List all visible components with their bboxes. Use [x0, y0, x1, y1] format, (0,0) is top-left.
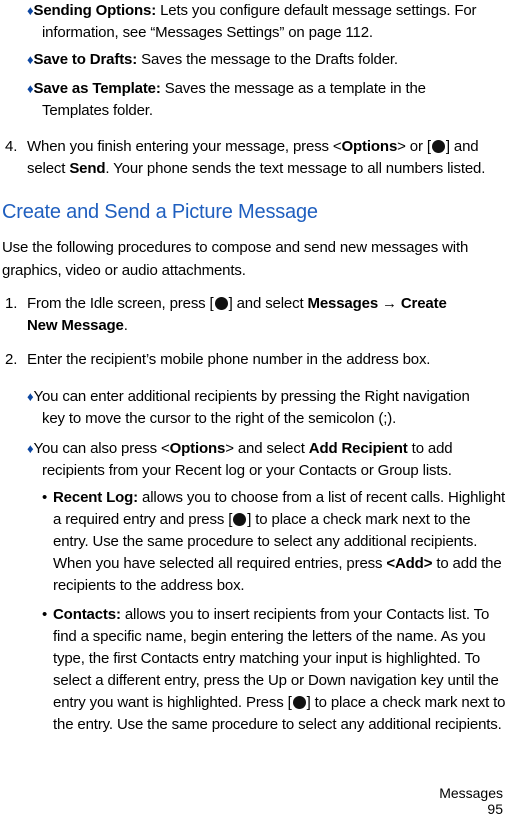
- contacts-line3: type, the first Contacts entry matching your input is highlighted. To: [53, 650, 481, 667]
- recent-log-text4a: When you have selected all required entries, press: [53, 555, 387, 572]
- diamond-bullet-icon: ♦: [27, 389, 34, 404]
- create-label: Create: [400, 295, 447, 312]
- recent-log-text2b: ] to place a check mark next to the: [247, 511, 471, 528]
- contacts-line2: find a specific name, begin entering the letters of the name. As you: [53, 628, 486, 645]
- new-message-label: New Message: [27, 317, 124, 334]
- contacts-label: Contacts:: [53, 606, 121, 623]
- save-template-label: Save as Template:: [33, 80, 161, 97]
- recent-log-line5: recipients to the address box.: [53, 577, 245, 594]
- menu-button-icon: [215, 297, 228, 310]
- recent-log-text4b: to add the: [432, 555, 502, 572]
- additional-recipients-line1: [27, 386, 470, 408]
- add-recipient-text-c: to add: [407, 440, 453, 457]
- sending-options-line1: [27, 0, 476, 22]
- add-recipient-line2: recipients from your Recent log or your Contacts or Group lists.: [42, 462, 452, 479]
- additional-recipients-text: You can enter additional recipients by pressing the Right navigation: [33, 388, 470, 405]
- add-recipient-text-b: > and select: [225, 440, 309, 457]
- center-button-icon: [432, 140, 445, 153]
- step4-line1: [27, 136, 478, 158]
- step4-text-b: > or [: [397, 138, 431, 155]
- additional-recipients-line2: key to move the cursor to the right of the semicolon (;).: [42, 410, 397, 427]
- contacts-text5b: ] to place a check mark next to: [306, 694, 506, 711]
- step2-number: 2.: [5, 351, 18, 368]
- step4-text-e: . Your phone sends the text message to all numbers listed.: [105, 160, 486, 177]
- contacts-text1: allows you to insert recipients from your Contacts list. To: [120, 606, 490, 623]
- diamond-bullet-icon: ♦: [27, 81, 34, 96]
- recent-log-line1: [42, 487, 505, 509]
- sending-options-label: Sending Options:: [33, 2, 157, 19]
- contacts-text5a: entry you want is highlighted. Press [: [53, 694, 292, 711]
- dot-bullet-icon: •: [42, 489, 48, 506]
- contacts-line6: the entry. Use the same procedure to select any additional recipients.: [53, 716, 502, 733]
- arrow-right-icon: →: [382, 295, 397, 312]
- save-drafts-label: Save to Drafts:: [33, 51, 138, 68]
- step1-number: 1.: [5, 295, 18, 312]
- contacts-line5: [53, 692, 505, 714]
- options-softkey-label: Options: [341, 138, 398, 155]
- save-template-text: Saves the message as a template in the: [160, 80, 426, 97]
- step1-line2: [27, 315, 128, 337]
- messages-menu-label: Messages: [307, 295, 379, 312]
- add-recipient-option-label: Add Recipient: [308, 440, 408, 457]
- step4-number: 4.: [5, 138, 18, 155]
- diamond-bullet-icon: ♦: [27, 441, 34, 456]
- add-recipient-text-a: You can also press <: [33, 440, 170, 457]
- step4-text-a: When you finish entering your message, press <: [27, 138, 342, 155]
- step1-text-b: ] and select: [228, 295, 308, 312]
- section-heading: Create and Send a Picture Message: [2, 201, 318, 223]
- save-drafts-text: Saves the message to the Drafts folder.: [137, 51, 398, 68]
- intro-line1: Use the following procedures to compose and send new messages with: [2, 239, 469, 256]
- step4-text-c: ] and: [445, 138, 479, 155]
- center-button-icon: [293, 696, 306, 709]
- recent-log-text2a: a required entry and press [: [53, 511, 233, 528]
- sending-options-text: Lets you configure default message settings. For: [156, 2, 477, 19]
- step4-text-d: select: [27, 160, 70, 177]
- step2-text: Enter the recipient’s mobile phone number in the address box.: [27, 351, 431, 368]
- contacts-line1: [42, 604, 489, 626]
- center-button-icon: [233, 513, 246, 526]
- send-option-label: Send: [69, 160, 106, 177]
- step1-period: .: [123, 317, 128, 334]
- save-drafts-line: [27, 49, 398, 71]
- options-softkey-label: Options: [169, 440, 226, 457]
- sending-options-line2: information, see “Messages Settings” on page 112.: [42, 24, 373, 41]
- intro-line2: graphics, video or audio attachments.: [2, 262, 246, 279]
- diamond-bullet-icon: ♦: [27, 52, 34, 67]
- recent-log-line2: [53, 509, 470, 531]
- footer-page-number: 95: [487, 801, 503, 817]
- recent-log-line3: entry. Use the same procedure to select any additional recipients.: [53, 533, 478, 550]
- recent-log-label: Recent Log:: [53, 489, 139, 506]
- contacts-line4: select a different entry, press the Up or Down navigation key until the: [53, 672, 499, 689]
- save-template-line2: Templates folder.: [42, 102, 153, 119]
- diamond-bullet-icon: ♦: [27, 3, 34, 18]
- add-softkey-label: <Add>: [386, 555, 433, 572]
- step1-line1: [27, 293, 447, 315]
- recent-log-line4: [53, 553, 502, 575]
- recent-log-text1: allows you to choose from a list of recent calls. Highlight: [138, 489, 506, 506]
- step1-text-a: From the Idle screen, press [: [27, 295, 214, 312]
- dot-bullet-icon: •: [42, 606, 48, 623]
- step4-line2: [27, 158, 485, 180]
- footer-section-name: Messages: [439, 785, 503, 801]
- save-template-line1: [27, 78, 426, 100]
- add-recipient-line1: [27, 438, 452, 460]
